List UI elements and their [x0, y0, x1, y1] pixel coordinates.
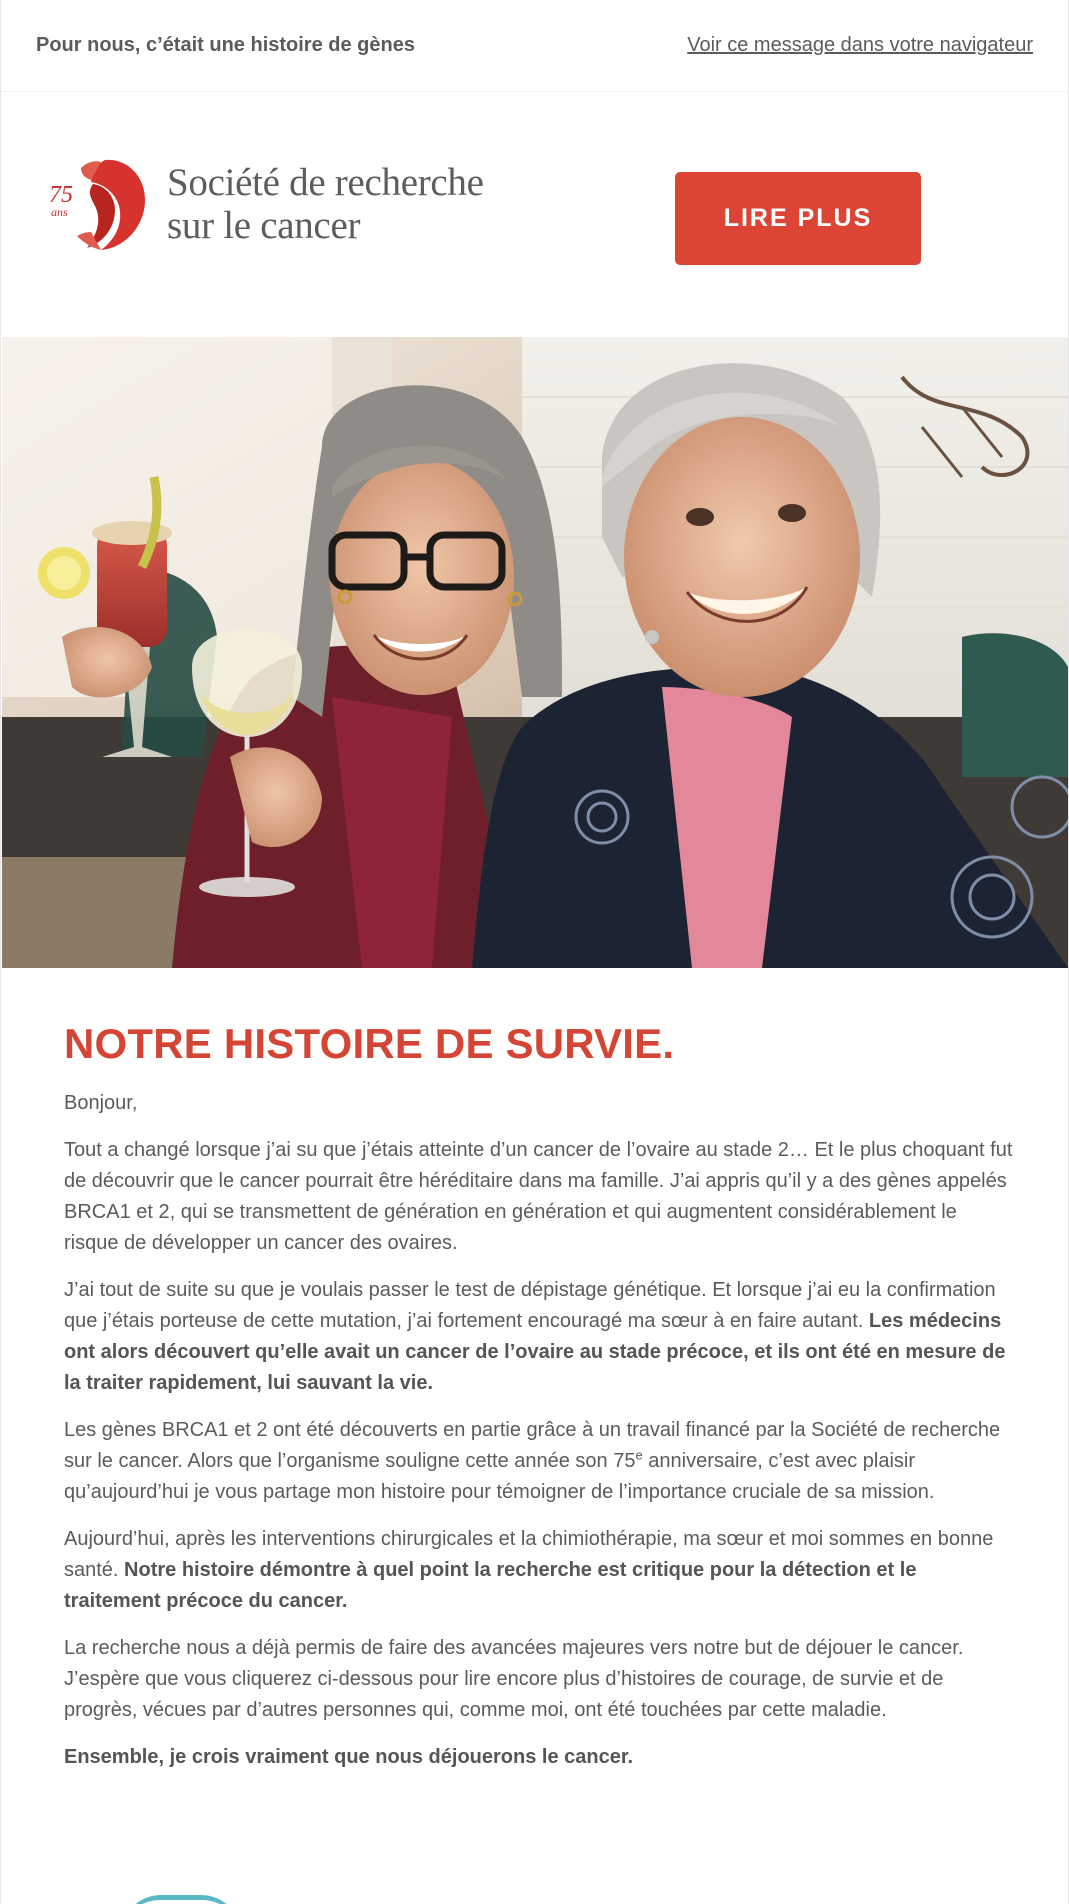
- article-headline: NOTRE HISTOIRE DE SURVIE.: [64, 1020, 675, 1067]
- paragraph-research: La recherche nous a déjà permis de faire des avancées majeures vers notre but de déjouer le cancer. J’espère que vous cliquerez ci-dessous pour lire encore plus d’histoires de courage, de survie et de progrès, vécues par d’autres personnes qui, comme moi, ont été touchées par cette maladie.: [64, 1637, 964, 1721]
- paragraph-health-today: [64, 1524, 1014, 1617]
- anniversary-superscript: e: [635, 1447, 643, 1463]
- logo-name-line2: sur le cancer: [167, 204, 361, 247]
- view-in-browser-link[interactable]: Voir ce message dans votre navigateur: [687, 34, 1033, 56]
- masthead: [1, 92, 1068, 335]
- paragraph-health-bold: Notre histoire démontre à quel point la recherche est critique pour la détection et le traitement précoce du cancer.: [64, 1559, 917, 1612]
- paragraph-diagnosis: Tout a changé lorsque j’ai su que j’étais atteinte d’un cancer de l’ovaire au stade 2… Et le plus choquant fut de découvrir que le cancer pourrait être héréditaire dans ma famille. J’ai appris qu’il y a des gènes appelés BRCA1 et 2, qui se transmettent de génération en génération et qui augmentent considérablement le risque de développer un cancer des ovaires.: [64, 1139, 1013, 1254]
- paragraph-genetic-test: [64, 1275, 1014, 1399]
- preheader-title: Pour nous, c’était une histoire de gènes: [36, 34, 415, 56]
- article-content: [64, 1020, 1014, 1789]
- paragraph-genetic-test-bold: Les médecins ont alors découvert qu’elle avait un cancer de l’ovaire au stade précoce, et ils ont été en mesure de la traiter rapidement, lui sauvant la vie.: [64, 1310, 1006, 1394]
- svg-text:ans: ans: [51, 205, 68, 219]
- hero-photo: [2, 337, 1068, 968]
- svg-text:75: 75: [49, 182, 73, 208]
- paragraph-brca-after: anniversaire, c’est avec plaisir qu’aujourd’hui je vous partage mon histoire pour témoigner de l’importance cruciale de sa mission.: [64, 1450, 935, 1503]
- paragraph-brca-discovery: [64, 1415, 1014, 1508]
- paragraph-health-text: Aujourd’hui, après les interventions chirurgicales et la chimiothérapie, ma sœur et moi sommes en bonne santé.: [64, 1528, 994, 1581]
- paragraph-brca-before: Les gènes BRCA1 et 2 ont été découverts en partie grâce à un travail financé par la Société de recherche sur le cancer. Alors que l’organisme souligne cette année son 75: [64, 1419, 1001, 1472]
- greeting: Bonjour,: [64, 1092, 138, 1114]
- footer-arc-decoration: [121, 1895, 241, 1904]
- closing-statement: [64, 1742, 1014, 1773]
- read-more-button[interactable]: LIRE PLUS: [675, 172, 921, 265]
- hero-photo-illustration: [2, 337, 1068, 968]
- closing-statement-bold: Ensemble, je crois vraiment que nous déjouerons le cancer.: [64, 1746, 634, 1768]
- society-logo[interactable]: [47, 152, 484, 256]
- preheader: [1, 0, 1068, 92]
- logo-wordmark: [167, 161, 484, 247]
- paragraph-genetic-test-text: J’ai tout de suite su que je voulais passer le test de dépistage génétique. Et lorsque j’ai eu la confirmation que j’étais porteuse de cette mutation, j’ai fortement encouragé ma sœur à en faire autant.: [64, 1279, 996, 1332]
- logo-mark-icon: [47, 152, 151, 256]
- logo-name-line1: Société de recherche: [167, 161, 484, 204]
